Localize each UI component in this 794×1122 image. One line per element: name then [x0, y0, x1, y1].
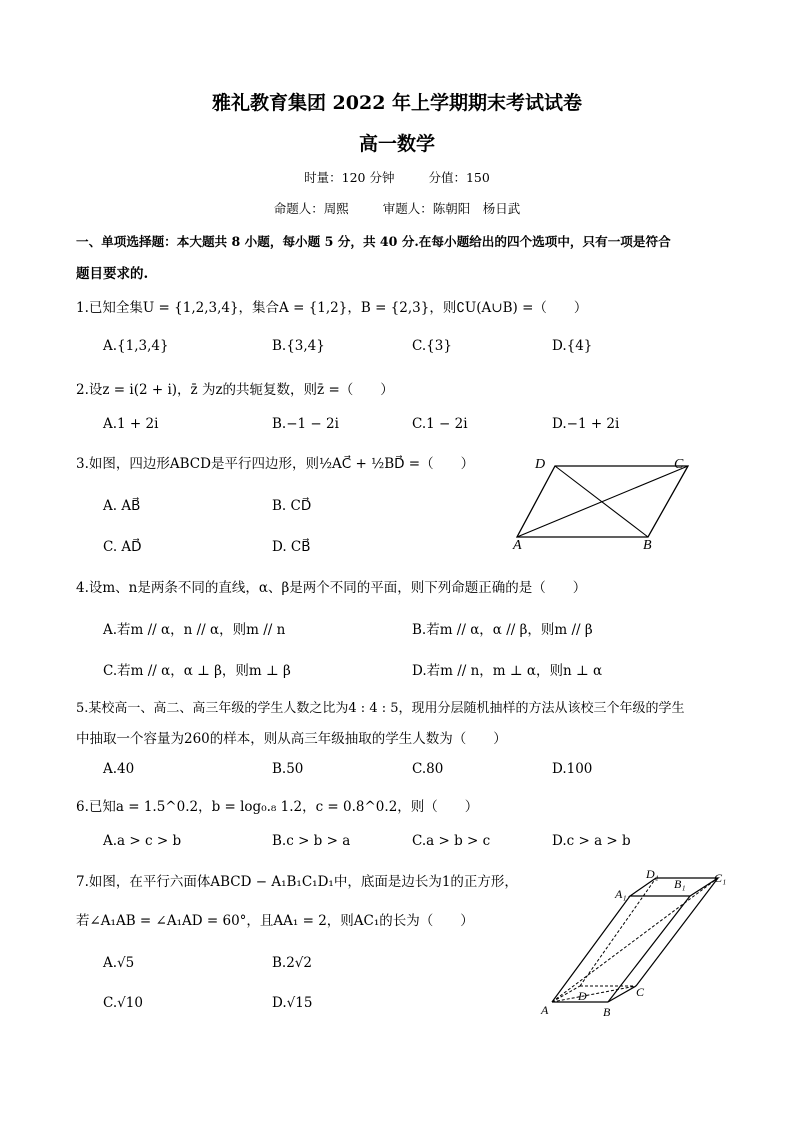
q3-option-d: D. CB⃗	[272, 539, 311, 555]
q5-option-d: D.100	[552, 761, 593, 777]
q3-option-b: B. CD⃗	[272, 498, 312, 514]
q7-option-d: D.√15	[272, 995, 313, 1011]
label-b-prism: B	[603, 1005, 611, 1019]
parallelogram-figure	[505, 452, 705, 552]
q4-option-a: A.若m // α，n // α，则m // n	[103, 622, 286, 638]
score-label: 分值：150	[428, 170, 490, 185]
label-a1: A₁	[615, 887, 627, 901]
subject-title: 高一数学	[358, 133, 435, 155]
author-label: 命题人：周熙	[273, 201, 349, 216]
label-c-prism: C	[636, 985, 645, 999]
q7-option-a: A.√5	[103, 955, 135, 971]
q5-option-c: C.80	[412, 761, 444, 777]
label-a-prism: A	[541, 1003, 549, 1017]
label-b1: B₁	[674, 877, 686, 891]
q6-stem: 6.已知a = 1.5^0.2，b = log₀.₈ 1.2，c = 0.8^0.2，则（ ）	[76, 799, 479, 815]
q3-stem: 3.如图，四边形ABCD是平行四边形，则½AC⃗ + ½BD⃗ =（ ）	[76, 456, 475, 472]
q2-option-b: B.−1 − 2i	[272, 416, 339, 432]
time-label: 时量：120 分钟	[304, 170, 395, 185]
q5-option-b: B.50	[272, 761, 304, 777]
q5-option-a: A.40	[103, 761, 135, 777]
q2-option-c: C.1 − 2i	[412, 416, 468, 432]
q6-option-b: B.c > b > a	[272, 833, 351, 849]
q5-stem-line1: 5.某校高一、高二、高三年级的学生人数之比为4 : 4 : 5，现用分层随机抽样的方法从该校三个年级的学生	[76, 701, 685, 716]
q7-option-b: B.2√2	[272, 955, 312, 971]
q7-stem-line2: 若∠A₁AB = ∠A₁AD = 60°，且AA₁ = 2，则AC₁的长为（ ）	[76, 913, 474, 929]
q3-option-c: C. AD⃗	[103, 539, 142, 555]
label-a: A	[513, 538, 522, 552]
q4-option-c: C.若m // α，α ⊥ β，则m ⊥ β	[103, 663, 291, 679]
reviewer-label: 审题人：陈朝阳 杨日武	[382, 201, 521, 216]
q2-option-a: A.1 + 2i	[103, 416, 159, 432]
label-c1: C₁	[714, 871, 727, 885]
exam-title: 雅礼教育集团 2022 年上学期期末考试试卷	[211, 92, 583, 114]
q1-option-d: D.{4}	[552, 338, 593, 354]
parallelepiped-figure	[538, 866, 738, 1022]
q1-option-c: C.{3}	[412, 338, 452, 354]
section1-heading-line1: 一、单项选择题：本大题共 8 小题，每小题 5 分，共 40 分.在每小题给出的四个选项中，只有一项是符合	[76, 234, 671, 249]
q4-option-b: B.若m // α，α // β，则m // β	[412, 622, 593, 638]
label-d-prism: D	[578, 989, 587, 1003]
q7-stem-line1: 7.如图，在平行六面体ABCD − A₁B₁C₁D₁中，底面是边长为1的正方形，	[76, 874, 518, 890]
section1-heading-line2: 题目要求的.	[76, 266, 149, 282]
q1-option-a: A.{1,3,4}	[103, 338, 169, 354]
q6-option-c: C.a > b > c	[412, 833, 491, 849]
q3-option-a: A. AB⃗	[103, 498, 141, 514]
q4-stem: 4.设m、n是两条不同的直线，α、β是两个不同的平面，则下列命题正确的是（ ）	[76, 580, 587, 596]
q2-stem: 2.设z = i(2 + i)，z̄ 为z的共轭复数，则z̄ =（ ）	[76, 382, 394, 398]
q4-option-d: D.若m // n，m ⊥ α，则n ⊥ α	[412, 663, 603, 679]
authors-line	[0, 199, 794, 217]
q1-option-b: B.{3,4}	[272, 338, 325, 354]
label-d1: D₁	[646, 867, 659, 881]
q1-stem: 1.已知全集U = {1,2,3,4}，集合A = {1,2}，B = {2,3}，则∁U(A∪B) =（ ）	[76, 300, 588, 316]
label-d: D	[535, 457, 546, 472]
q7-option-c: C.√10	[103, 995, 143, 1011]
time-score-line	[0, 168, 794, 186]
q5-stem-line2: 中抽取一个容量为260的样本，则从高三年级抽取的学生人数为（ ）	[76, 731, 507, 747]
q6-option-a: A.a > c > b	[103, 833, 182, 849]
q6-option-d: D.c > a > b	[552, 833, 631, 849]
label-c: C	[674, 457, 684, 472]
q2-option-d: D.−1 + 2i	[552, 416, 620, 432]
label-b: B	[643, 538, 652, 552]
